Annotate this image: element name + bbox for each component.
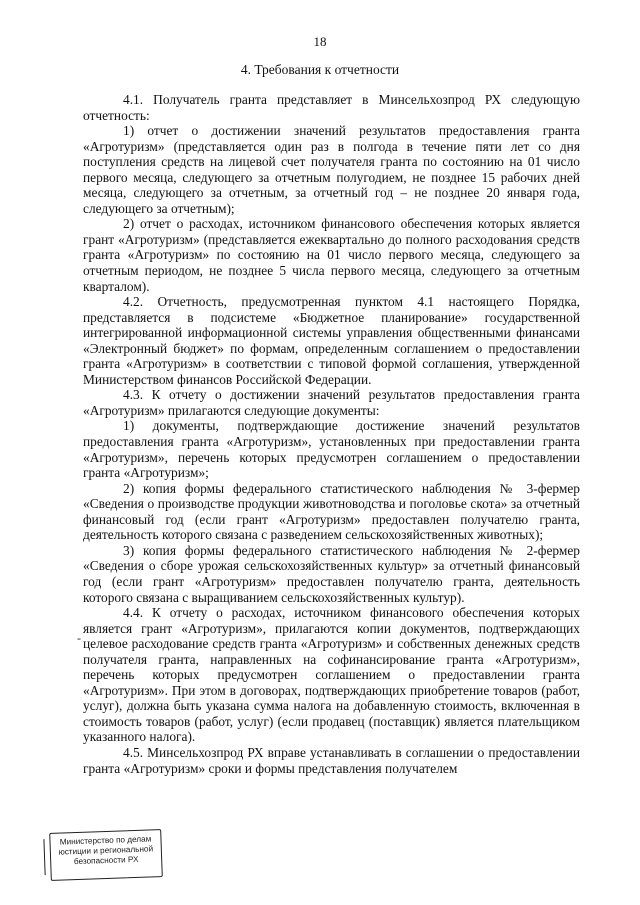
- paragraph-4-2: 4.2. Отчетность, предусмотренная пунктом 4.1 настоящего Порядка, представляется в подсистеме «Бюджетное планирование» государственной интегрированной информационной системы управления общественными финансами «Электронный бюджет» по формам, определенным соглашением о предоставлении гранта «Агротуризм» в соответствии с типовой формой соглашения, утвержденной Министерством финансов Российской Федерации.: [83, 294, 580, 387]
- stamp-line-3: безопасности РХ: [73, 854, 139, 867]
- ministry-stamp: [49, 829, 163, 881]
- paragraph-4-3-item-1: 1) документы, подтверждающие достижение значений результатов предоставления гранта «Агротуризм», установленных при предоставлении гранта «Агротуризм», перечень которых предусмотрен соглашением о предоставлении гранта «Агротуризм»;: [83, 418, 580, 481]
- paragraph-4-1-item-2: 2) отчет о расходах, источником финансового обеспечения которых является грант «Агротуризм» (представляется ежеквартально до полного расходования средств гранта «Агротуризм» по состоянию на 01 число первого месяца, следующего за отчетным периодом, не позднее 5 числа первого месяца, следующего за отчетным кварталом).: [83, 216, 580, 294]
- paragraph-4-1-item-1: 1) отчет о достижении значений результатов предоставления гранта «Агротуризм» (представляется один раз в полгода в течение пяти лет со дня поступления средств на лицевой счет получателя гранта по состоянию на 01 число первого месяца, следующего за отчетным полугодием, не позднее 15 рабочих дней месяца, следующего за отчетным, за отчетный год – не позднее 20 января года, следующего за отчетным);: [83, 123, 580, 216]
- paragraph-4-4: 4.4. К отчету о расходах, источником финансового обеспечения которых является грант «Агротуризм», прилагаются копии документов, подтверждающих целевое расходование средств гранта «Агротуризм» и собственных денежных средств получателя гранта, направленных на софинансирование гранта «Агротуризм», перечень которых предусмотрен соглашением о предоставлении гранта «Агротуризм». При этом в договорах, подтверждающих приобретение товаров (работ, услуг), должна быть указана сумма налога на добавленную стоимость, включенная в стоимость товаров (работ, услуг) (если продавец (поставщик) является плательщиком указанного налога).: [83, 605, 580, 745]
- stamp-line-1: Министерство по делам: [59, 834, 152, 847]
- paragraph-4-5: 4.5. Минсельхозпрод РХ вправе устанавливать в соглашении о предоставлении гранта «Агротуризм» сроки и формы представления получателем: [83, 744, 580, 776]
- stamp-line-2: юстиции и региональной: [58, 844, 154, 857]
- paragraph-4-3: 4.3. К отчету о достижении значений результатов предоставления гранта «Агротуризм» прилагаются следующие документы:: [83, 387, 580, 418]
- section-title: 4. Требования к отчетности: [240, 62, 400, 77]
- paragraph-4-3-item-3: 3) копия формы федерального статистического наблюдения № 2-фермер «Сведения о сборе урожая сельскохозяйственных культур» за отчетный финансовый год (если грант «Агротуризм» предоставлен получателю гранта, деятельность которого связана с выращиванием сельскохозяйственных культур).: [83, 542, 580, 605]
- paragraph-4-3-item-2: 2) копия формы федерального статистического наблюдения № 3-фермер «Сведения о производстве продукции животноводства и поголовье скота» за отчетный финансовый год (если грант «Агротуризм» предоставлен получателю гранта, деятельность которого связана с разведением сельскохозяйственных животных);: [83, 480, 580, 543]
- document-body: [83, 92, 580, 776]
- page-number: 18: [313, 34, 327, 49]
- margin-dash-mark: -: [77, 631, 81, 645]
- paragraph-4-1: 4.1. Получатель гранта представляет в Минсельхозпрод РХ следующую отчетность:: [83, 92, 580, 123]
